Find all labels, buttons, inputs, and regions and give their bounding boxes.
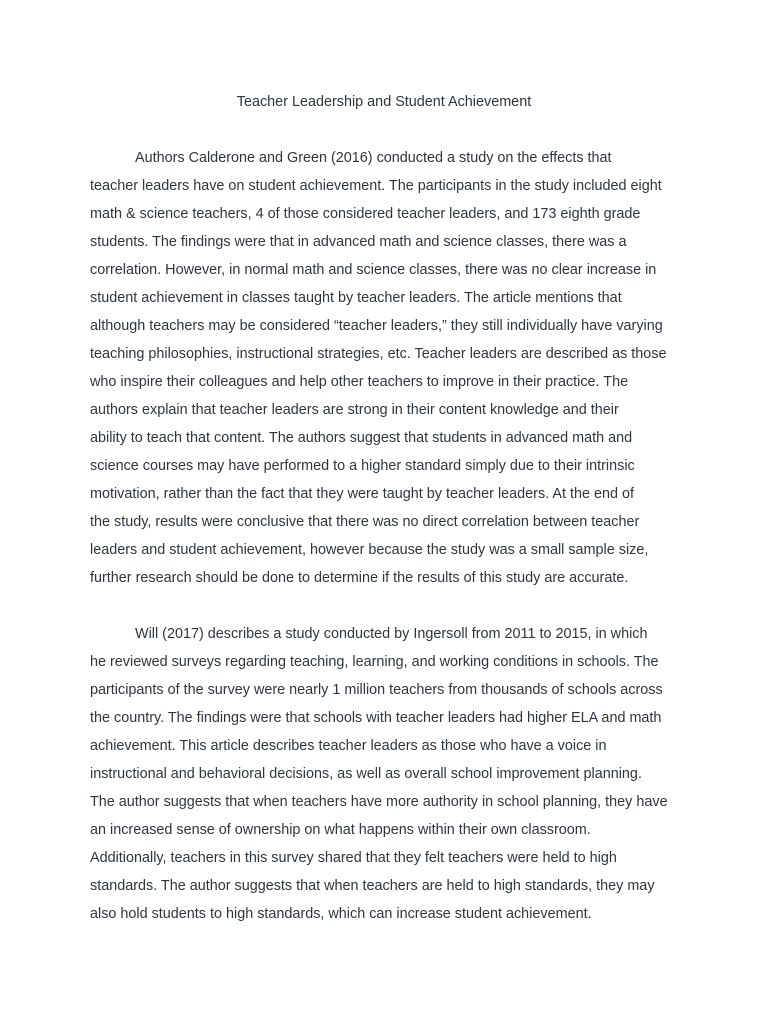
paragraph-will xyxy=(90,620,678,928)
paragraph-line: teaching philosophies, instructional strategies, etc. Teacher leaders are described as those xyxy=(90,346,667,362)
paragraph-line: motivation, rather than the fact that they were taught by teacher leaders. At the end of xyxy=(90,486,634,502)
paragraph-line: teacher leaders have on student achievement. The participants in the study included eight xyxy=(90,178,662,194)
paragraph-line: ability to teach that content. The authors suggest that students in advanced math and xyxy=(90,430,633,446)
paragraph-line: science courses may have performed to a higher standard simply due to their intrinsic xyxy=(90,458,635,474)
paragraph-line: standards. The author suggests that when teachers are held to high standards, they may xyxy=(90,878,655,894)
paragraph-line: Additionally, teachers in this survey shared that they felt teachers were held to high xyxy=(90,850,617,866)
paragraph-line: although teachers may be considered “teacher leaders,” they still individually have varying xyxy=(90,318,663,334)
paragraph-line: an increased sense of ownership on what happens within their own classroom. xyxy=(90,822,591,838)
paragraph-line: Will (2017) describes a study conducted by Ingersoll from 2011 to 2015, in which xyxy=(135,626,648,642)
paragraph-line: students. The findings were that in advanced math and science classes, there was a xyxy=(90,234,627,250)
paragraph-line: authors explain that teacher leaders are strong in their content knowledge and their xyxy=(90,402,619,418)
paragraph-line: who inspire their colleagues and help other teachers to improve in their practice. The xyxy=(90,374,629,390)
paragraph-line: achievement. This article describes teacher leaders as those who have a voice in xyxy=(90,738,607,754)
paragraph-line: also hold students to high standards, which can increase student achievement. xyxy=(90,906,592,922)
document-title: Teacher Leadership and Student Achievement xyxy=(236,94,532,110)
paragraph-line: The author suggests that when teachers have more authority in school planning, they have xyxy=(90,794,668,810)
paragraph-line: instructional and behavioral decisions, as well as overall school improvement planning. xyxy=(90,766,642,782)
paragraph-line: he reviewed surveys regarding teaching, learning, and working conditions in schools. The xyxy=(90,654,659,670)
paragraph-line: leaders and student achievement, however because the study was a small sample size, xyxy=(90,542,649,558)
paragraph-line: participants of the survey were nearly 1 million teachers from thousands of schools across xyxy=(90,682,663,698)
paragraph-line: further research should be done to determine if the results of this study are accurate. xyxy=(90,570,629,586)
paragraph-line: Authors Calderone and Green (2016) conducted a study on the effects that xyxy=(135,150,612,166)
paragraph-line: student achievement in classes taught by teacher leaders. The article mentions that xyxy=(90,290,622,306)
paragraph-line: math & science teachers, 4 of those considered teacher leaders, and 173 eighth grade xyxy=(90,206,641,222)
paragraph-line: the country. The findings were that schools with teacher leaders had higher ELA and math xyxy=(90,710,662,726)
paragraph-line: correlation. However, in normal math and science classes, there was no clear increase in xyxy=(90,262,657,278)
paragraph-line: the study, results were conclusive that there was no direct correlation between teacher xyxy=(90,514,640,530)
paragraph-calderone-green xyxy=(90,144,678,592)
